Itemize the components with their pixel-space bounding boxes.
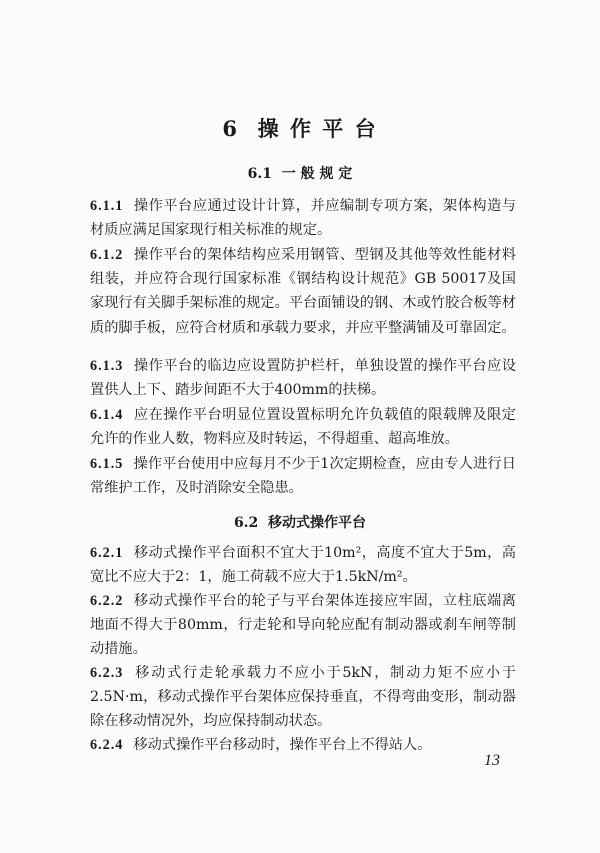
clause-text: 移动式操作平台面积不宜大于10m²，高度不宜大于5m，高宽比不应大于2：1，施工荷载不应大于1.5kN/m²。 [90,545,516,586]
clause-6-2-1 [90,541,516,589]
clause-number: 6.1.3 [90,358,124,374]
clause-6-1-2 [90,243,516,340]
clause-number: 6.1.5 [90,456,124,472]
clause-6-2-3 [90,661,516,734]
clause-6-1-5 [90,452,516,500]
clause-text: 操作平台使用中应每月不少于1次定期检查，应由专人进行日常维护工作，及时消除安全隐患。 [90,456,516,497]
clause-text: 应在操作平台明显位置设置标明允许负载值的限载牌及限定允许的作业人数，物料应及时转运，不得超重、超高堆放。 [90,407,516,448]
clause-6-1-1 [90,194,516,242]
clause-number: 6.2.1 [90,545,124,561]
page-number: 13 [484,752,500,769]
clause-6-1-4 [90,403,516,451]
clause-text: 操作平台的架体结构应采用钢管、型钢及其他等效性能材料组装，并应符合现行国家标准《钢结构设计规范》GB 50017及国家现行有关脚手架标准的规定。平台面铺设的钢、木或竹胶合板等材质的脚手板，应符合材质和承载力要求，并应平整满铺及可靠固定。 [90,247,516,336]
clause-number: 6.1.4 [90,407,124,423]
clause-text: 操作平台的临边应设置防护栏杆，单独设置的操作平台应设置供人上下、踏步间距不大于400mm的扶梯。 [90,358,516,399]
clause-6-2-2 [90,589,516,662]
section-title-mobile-platform: 6.2 移动式操作平台 [233,515,367,531]
clause-number: 6.2.3 [90,665,124,681]
clause-text: 操作平台应通过设计计算，并应编制专项方案，架体构造与材质应满足国家现行相关标准的规定。 [90,198,516,239]
section-title-general: 6.1 一 般 规 定 [247,166,353,182]
clause-number: 6.2.4 [90,737,124,753]
clause-text: 移动式行走轮承载力不应小于5kN，制动力矩不应小于2.5N·m，移动式操作平台架体应保持垂直，不得弯曲变形，制动器除在移动情况外，均应保持制动状态。 [90,665,516,730]
clause-6-1-3 [90,354,516,402]
clause-number: 6.1.1 [90,198,124,214]
clause-number: 6.2.2 [90,593,124,609]
clause-text: 移动式操作平台移动时，操作平台上不得站人。 [133,737,432,753]
clause-number: 6.1.2 [90,247,124,263]
clause-6-2-4 [90,733,516,757]
chapter-title: 6 操 作 平 台 [222,116,378,141]
clause-text: 移动式操作平台的轮子与平台架体连接应牢固，立柱底端离地面不得大于80mm，行走轮和导向轮应配有制动器或刹车闸等制动措施。 [90,593,516,658]
